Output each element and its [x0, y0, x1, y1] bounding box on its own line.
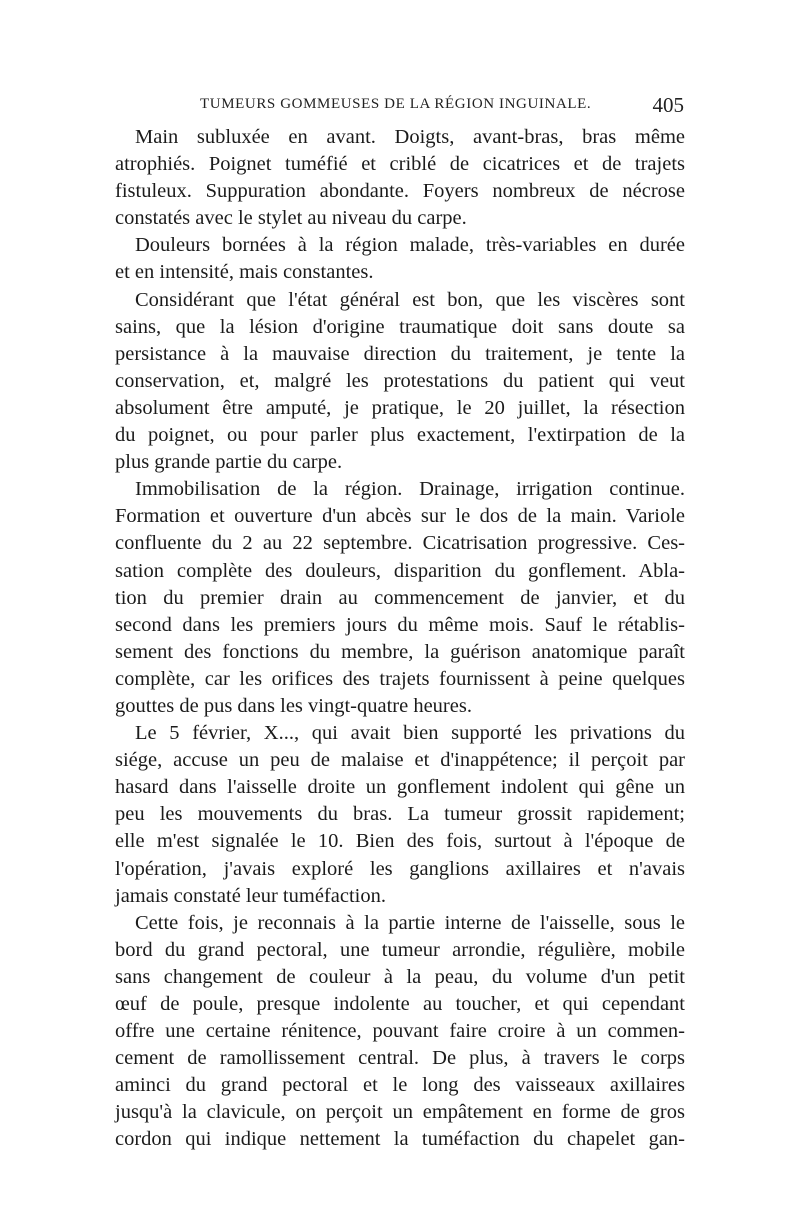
text-line: Formation et ouverture d'un abcès sur le dos de la main. Variole	[115, 505, 685, 528]
text-line: Immobilisation de la région. Drainage, irrigation continue.	[135, 478, 685, 501]
text-line: sation complète des douleurs, disparition du gonflement. Abla-	[115, 559, 685, 582]
text-line: l'opération, j'avais exploré les ganglions axillaires et n'avais	[115, 857, 685, 880]
text-line: atrophiés. Poignet tuméfié et criblé de cicatrices et de trajets	[115, 153, 685, 176]
text-line: elle m'est signalée le 10. Bien des fois, surtout à l'époque de	[115, 830, 685, 853]
text-line: peu les mouvements du bras. La tumeur grossit rapidement;	[115, 803, 685, 826]
text-line: offre une certaine rénitence, pouvant faire croire à un commen-	[115, 1020, 685, 1043]
text-line: absolument être amputé, je pratique, le 20 juillet, la résection	[115, 396, 685, 419]
text-line: sement des fonctions du membre, la guérison anatomique paraît	[115, 640, 685, 663]
paragraph	[115, 720, 685, 910]
text-line: persistance à la mauvaise direction du traitement, je tente la	[115, 342, 685, 365]
text-line: plus grande partie du carpe.	[115, 451, 343, 474]
text-line: cordon qui indique nettement la tuméfaction du chapelet gan-	[115, 1128, 685, 1151]
paragraph	[115, 287, 685, 477]
text-line: Douleurs bornées à la région malade, très-variables en durée	[135, 234, 685, 257]
text-line: conservation, et, malgré les protestations du patient qui veut	[115, 369, 685, 392]
body-text	[115, 124, 685, 1154]
text-line: Considérant que l'état général est bon, que les viscères sont	[135, 288, 685, 311]
text-line: sains, que la lésion d'origine traumatique doit sans doute sa	[115, 315, 685, 338]
text-line: gouttes de pus dans les vingt-quatre heures.	[115, 694, 472, 717]
text-line: constatés avec le stylet au niveau du carpe.	[115, 207, 467, 230]
text-line: Main subluxée en avant. Doigts, avant-bras, bras même	[135, 126, 685, 148]
text-line: confluente du 2 au 22 septembre. Cicatrisation progressive. Ces-	[115, 532, 685, 555]
text-line: second dans les premiers jours du même mois. Sauf le rétablis-	[115, 613, 685, 636]
paragraph	[115, 232, 685, 286]
text-line: complète, car les orifices des trajets fournissent à peine quelques	[115, 667, 685, 690]
paragraph	[115, 476, 685, 720]
text-line: sans changement de couleur à la peau, du volume d'un petit	[115, 965, 685, 988]
running-title: TUMEURS GOMMEUSES DE LA RÉGION INGUINALE.	[200, 96, 592, 112]
text-line: Cette fois, je reconnais à la partie interne de l'aisselle, sous le	[135, 911, 685, 934]
text-line: Le 5 février, X..., qui avait bien supporté les privations du	[135, 722, 685, 745]
text-line: jamais constaté leur tuméfaction.	[115, 884, 386, 907]
text-line: jusqu'à la clavicule, on perçoit un empâtement en forme de gros	[115, 1101, 685, 1124]
text-line: tion du premier drain au commencement de janvier, et du	[115, 586, 685, 609]
text-line: du poignet, ou pour parler plus exactement, l'extirpation de la	[115, 424, 685, 447]
text-line: cement de ramollissement central. De plus, à travers le corps	[115, 1047, 685, 1070]
text-line: aminci du grand pectoral et le long des vaisseaux axillaires	[115, 1074, 685, 1097]
paragraph	[115, 910, 685, 1154]
text-line: et en intensité, mais constantes.	[115, 261, 374, 284]
text-line: siége, accuse un peu de malaise et d'inappétence; il perçoit par	[115, 749, 685, 772]
page-header	[200, 93, 684, 122]
paragraph	[115, 124, 685, 232]
text-line: hasard dans l'aisselle droite un gonflement indolent qui gêne un	[115, 776, 685, 799]
page-number: 405	[652, 93, 684, 117]
text-line: œuf de poule, presque indolente au toucher, et qui cependant	[115, 993, 685, 1015]
text-line: bord du grand pectoral, une tumeur arrondie, régulière, mobile	[115, 938, 685, 961]
text-line: fistuleux. Suppuration abondante. Foyers nombreux de nécrose	[115, 180, 685, 203]
